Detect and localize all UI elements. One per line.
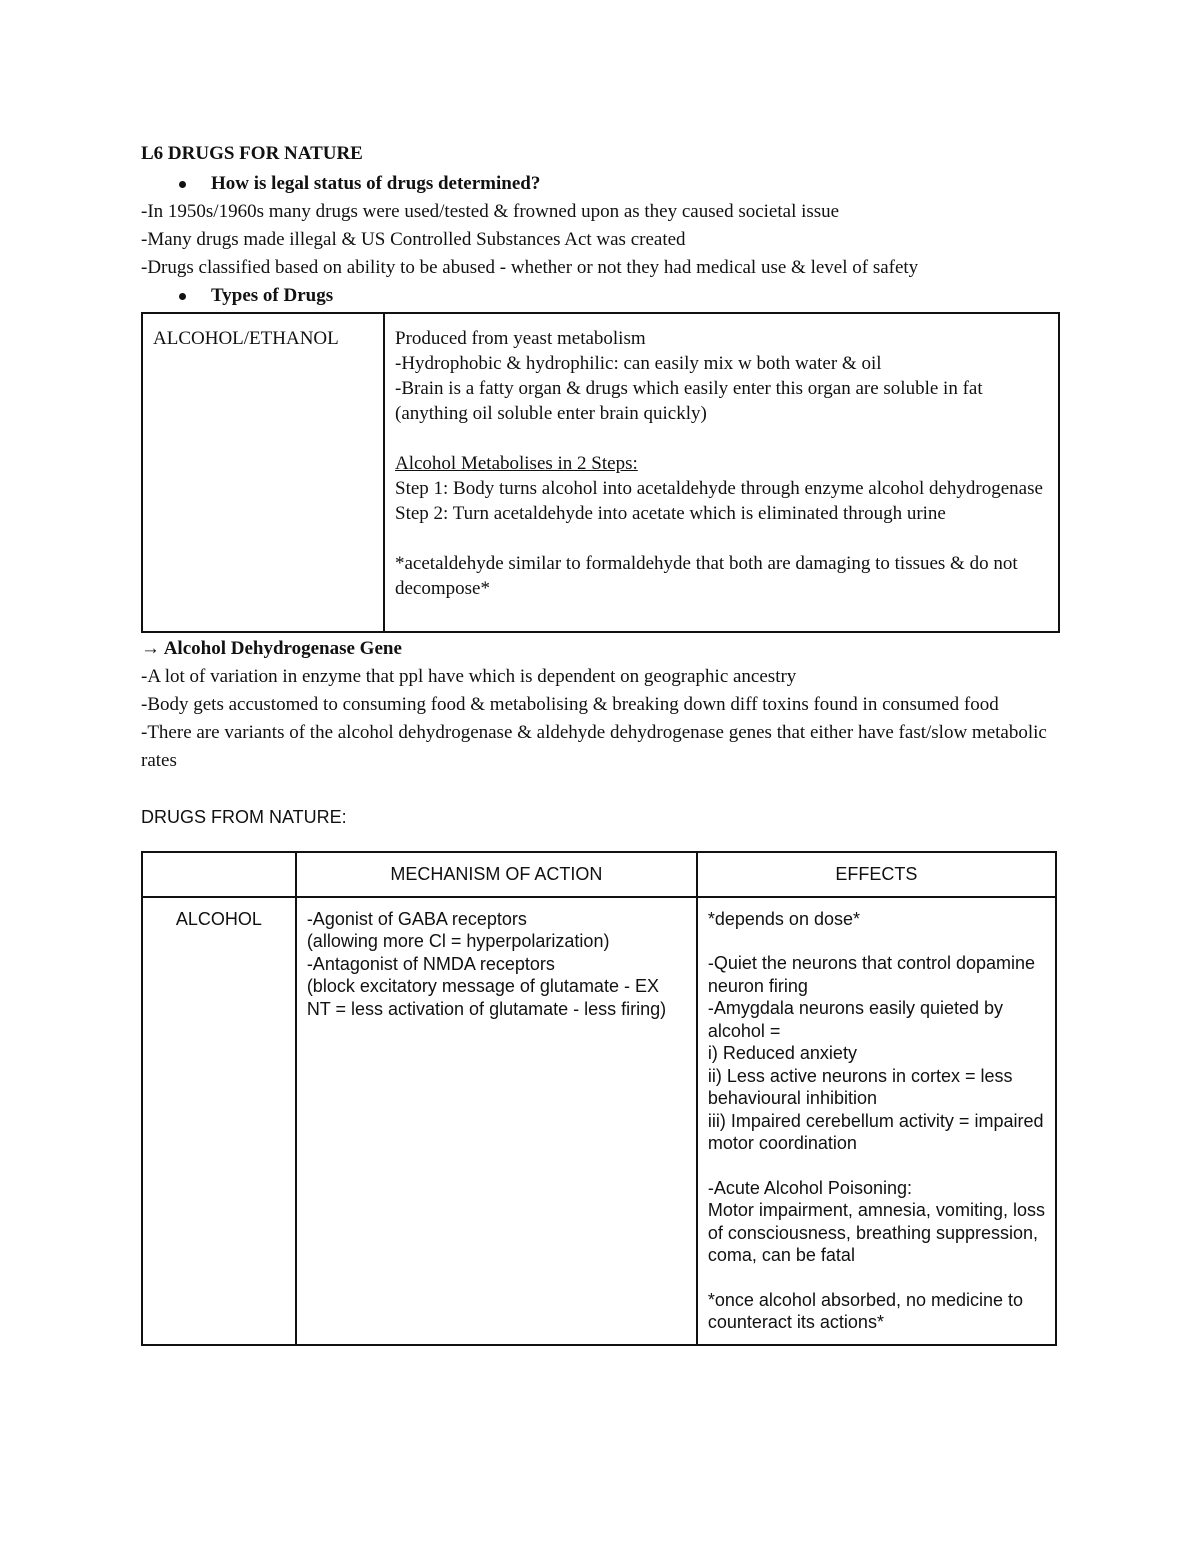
drug-type-label: ALCOHOL/ETHANOL bbox=[142, 313, 384, 632]
desc-line: -Hydrophobic & hydrophilic: can easily mix w both water & oil bbox=[395, 353, 882, 374]
table-row bbox=[142, 897, 1056, 1345]
bullet-legal-status bbox=[141, 170, 1061, 198]
mechanism-cell bbox=[296, 897, 697, 1345]
section-label: DRUGS FROM NATURE: bbox=[141, 807, 347, 827]
header-cell-mechanism: MECHANISM OF ACTION bbox=[296, 852, 697, 897]
final-note: *once alcohol absorbed, no medicine to counteract its actions* bbox=[707, 1289, 1024, 1332]
gene-heading: → Alcohol Dehydrogenase Gene bbox=[141, 638, 402, 659]
effects-line: ii) Less active neurons in cortex = less behavioural inhibition bbox=[707, 1065, 1013, 1108]
legal-line: -Many drugs made illegal & US Controlled Substances Act was created bbox=[141, 229, 686, 250]
mechanism-line: -Antagonist of NMDA receptors bbox=[306, 953, 555, 974]
effects-line: -Quiet the neurons that control dopamine neuron firing bbox=[707, 953, 1036, 996]
effects-line: i) Reduced anxiety bbox=[707, 1043, 857, 1063]
bullet-dot-icon bbox=[179, 181, 186, 188]
effects-dose: *depends on dose* bbox=[707, 908, 860, 929]
bullet-types-of-drugs bbox=[141, 282, 1061, 310]
drug-type-description bbox=[384, 313, 1059, 632]
mechanism-line: (block excitatory message of glutamate - EX NT = less activation of glutamate - less firing) bbox=[306, 976, 667, 1019]
desc-line: -Brain is a fatty organ & drugs which easily enter this organ are soluble in fat (anything oil soluble enter brain quickly) bbox=[395, 378, 983, 424]
gene-line: -There are variants of the alcohol dehydrogenase & aldehyde dehydrogenase genes that either have fast/slow metabolic rates bbox=[141, 722, 1047, 771]
row-label-alcohol: ALCOHOL bbox=[142, 897, 296, 1345]
acetaldehyde-note: *acetaldehyde similar to formaldehyde that both are damaging to tissues & do not decompose* bbox=[395, 553, 1018, 599]
mechanism-line: (allowing more Cl = hyperpolarization) bbox=[306, 931, 610, 951]
desc-line: Produced from yeast metabolism bbox=[395, 328, 646, 349]
steps-heading: Alcohol Metabolises in 2 Steps: bbox=[395, 453, 638, 474]
page-title: L6 DRUGS FOR NATURE bbox=[141, 143, 363, 164]
legal-line: -In 1950s/1960s many drugs were used/tested & frowned upon as they caused societal issue bbox=[141, 201, 840, 222]
header-cell-effects: EFFECTS bbox=[697, 852, 1056, 897]
bullet-dot-icon bbox=[179, 293, 186, 300]
effects-line: iii) Impaired cerebellum activity = impaired motor coordination bbox=[707, 1110, 1044, 1153]
effects-line: -Amygdala neurons easily quieted by alcohol = bbox=[707, 998, 1004, 1041]
drugs-from-nature-table bbox=[141, 851, 1057, 1346]
bullet-text: Types of Drugs bbox=[211, 285, 334, 306]
effects-cell bbox=[697, 897, 1056, 1345]
types-table bbox=[141, 312, 1060, 633]
gene-line: -A lot of variation in enzyme that ppl have which is dependent on geographic ancestry bbox=[141, 666, 797, 687]
legal-line: -Drugs classified based on ability to be abused - whether or not they had medical use & level of safety bbox=[141, 257, 919, 278]
table-header-row bbox=[142, 852, 1056, 897]
bullet-text: How is legal status of drugs determined? bbox=[211, 173, 541, 194]
poisoning-heading: -Acute Alcohol Poisoning: bbox=[707, 1177, 912, 1198]
header-cell-empty bbox=[142, 852, 296, 897]
step-line: Step 1: Body turns alcohol into acetaldehyde through enzyme alcohol dehydrogenase bbox=[395, 478, 1043, 499]
gene-line: -Body gets accustomed to consuming food & metabolising & breaking down diff toxins found in consumed food bbox=[141, 694, 999, 715]
mechanism-line: -Agonist of GABA receptors bbox=[306, 908, 527, 929]
step-line: Step 2: Turn acetaldehyde into acetate which is eliminated through urine bbox=[395, 503, 946, 524]
document-page bbox=[141, 140, 1061, 1346]
poisoning-text: Motor impairment, amnesia, vomiting, loss of consciousness, breathing suppression, coma, can be fatal bbox=[707, 1200, 1045, 1265]
